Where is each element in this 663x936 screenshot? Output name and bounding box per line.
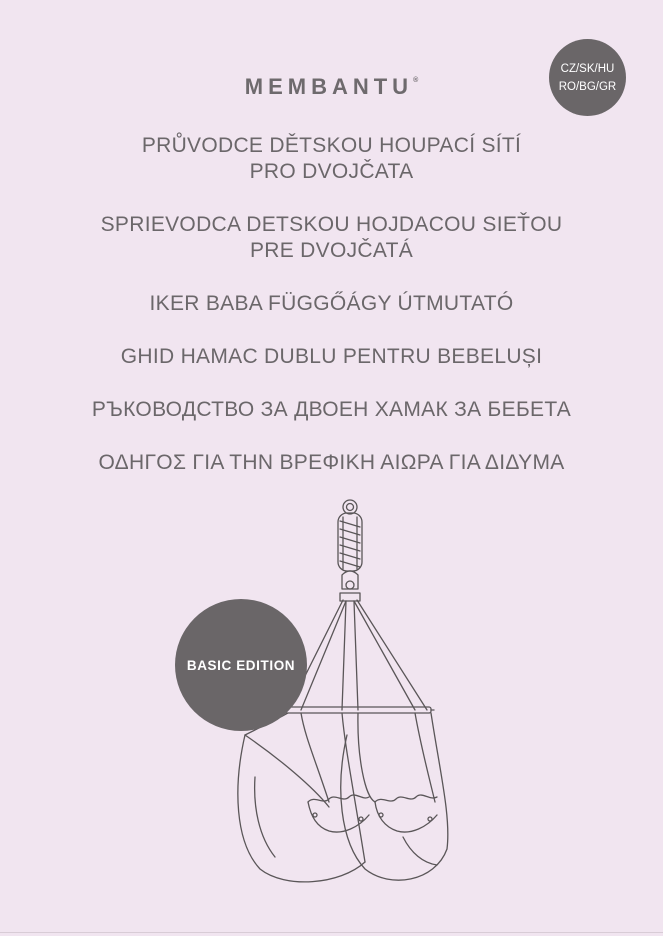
title-hungarian-line-1: IKER BABA FÜGGŐÁGY ÚTMUTATÓ bbox=[149, 292, 514, 315]
title-slovak-line-1: SPRIEVODCA DETSKOU HOJDACOU SIEŤOU bbox=[100, 213, 563, 236]
title-czech-line-2: PRO DVOJČATA bbox=[249, 160, 414, 183]
title-czech-line-1: PRŮVODCE DĚTSKOU HOUPACÍ SÍTÍ bbox=[141, 134, 522, 157]
brand-logo-text: MEMBANTU bbox=[244, 74, 414, 99]
trademark-symbol: ® bbox=[413, 77, 419, 84]
title-slovak bbox=[0, 212, 663, 264]
edition-badge-label: BASIC EDITION bbox=[186, 657, 296, 673]
edition-badge bbox=[175, 599, 307, 731]
language-badge-line-1: CZ/SK/HU bbox=[560, 62, 615, 75]
title-bulgarian-line-1: РЪКОВОДСТВО ЗА ДВОЕН ХАМАК ЗА БЕБЕТА bbox=[91, 398, 572, 421]
title-greek bbox=[0, 450, 663, 476]
bottom-divider bbox=[0, 932, 663, 933]
title-bulgarian bbox=[0, 397, 663, 423]
language-badge bbox=[549, 39, 626, 116]
title-romanian bbox=[0, 344, 663, 370]
language-badge-line-2: RO/BG/GR bbox=[558, 80, 617, 93]
title-romanian-line-1: GHID HAMAC DUBLU PENTRU BEBELUȘI bbox=[120, 345, 543, 368]
title-hungarian bbox=[0, 291, 663, 317]
title-greek-line-1: ΟΔΗΓΟΣ ΓΙΑ ΤΗΝ ΒΡΕΦΙΚΗ ΑΙΩΡΑ ΓΙΑ ΔΙΔΥΜΑ bbox=[98, 451, 565, 474]
title-list bbox=[0, 133, 663, 503]
title-slovak-line-2: PRE DVOJČATÁ bbox=[249, 239, 414, 262]
title-czech bbox=[0, 133, 663, 185]
